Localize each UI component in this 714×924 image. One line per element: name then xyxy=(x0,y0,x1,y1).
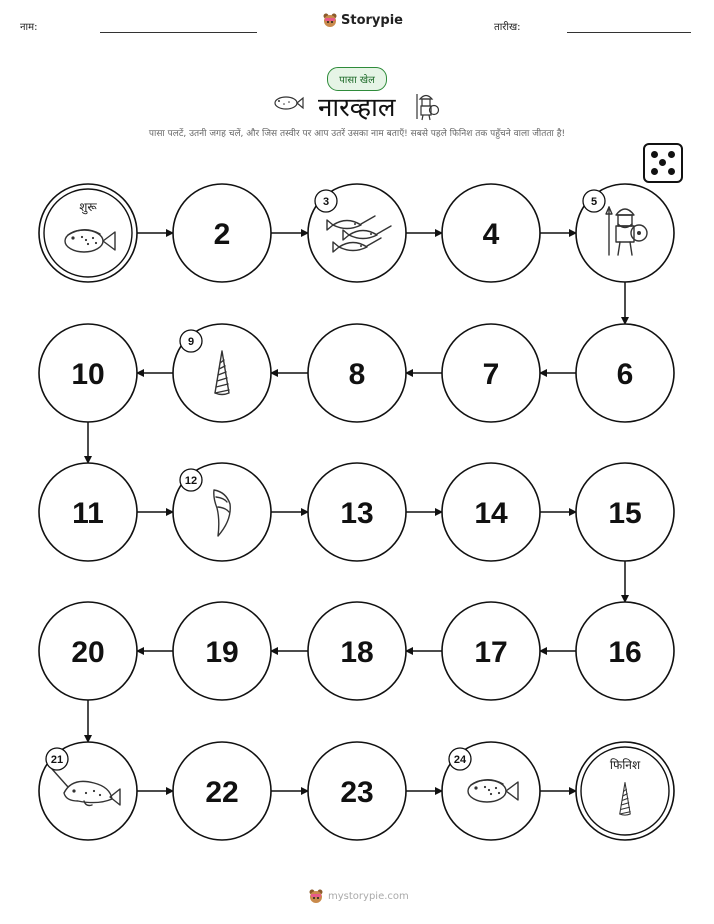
board-space-3 xyxy=(308,184,406,282)
board-space-2 xyxy=(173,184,271,282)
space-number: 10 xyxy=(71,358,105,391)
space-number: 14 xyxy=(474,497,508,530)
board-space-22 xyxy=(173,742,271,840)
space-number: 7 xyxy=(482,358,500,391)
space-number: 15 xyxy=(608,497,642,530)
space-number-tag xyxy=(180,469,202,491)
space-number-tag xyxy=(180,330,202,352)
space-number: 9 xyxy=(187,336,195,348)
board-spaces xyxy=(39,184,674,840)
board-space-20 xyxy=(39,602,137,700)
space-number: 18 xyxy=(340,636,374,669)
space-number-tag xyxy=(315,190,337,212)
board-space-17 xyxy=(442,602,540,700)
board-space-12 xyxy=(173,463,271,561)
board-space-6 xyxy=(576,324,674,422)
space-number: 13 xyxy=(340,497,374,530)
board-space-1 xyxy=(39,184,137,282)
date-label: तारीख: xyxy=(494,22,521,33)
board-space-5 xyxy=(576,184,674,282)
board-space-25 xyxy=(576,742,674,840)
space-number-tag xyxy=(583,190,605,212)
storypie-bear-logo-icon xyxy=(308,888,324,904)
board-space-10 xyxy=(39,324,137,422)
space-number: 4 xyxy=(482,218,500,251)
space-number-tag xyxy=(449,748,471,770)
board-space-18 xyxy=(308,602,406,700)
footer xyxy=(308,888,409,904)
instructions-text: पासा पलटें, उतनी जगह चलें, और जिस तस्वीर पर आप उतरें उसका नाम बताएँ! सबसे पहले फिनिश तक पहुँचने वाला जीतता है! xyxy=(148,129,566,139)
board-space-21 xyxy=(39,742,137,840)
board-space-4 xyxy=(442,184,540,282)
space-number-tag xyxy=(46,748,68,770)
space-number: 16 xyxy=(608,636,642,669)
brand-name: Storypie xyxy=(341,12,403,28)
start-label: शुरू xyxy=(79,200,97,214)
board-space-13 xyxy=(308,463,406,561)
space-number: 24 xyxy=(453,754,467,766)
board-space-19 xyxy=(173,602,271,700)
board-space-23 xyxy=(308,742,406,840)
space-number: 20 xyxy=(71,636,105,669)
space-number: 3 xyxy=(322,196,330,208)
space-number: 23 xyxy=(340,776,374,809)
space-number: 21 xyxy=(50,754,64,766)
finish-label: फिनिश xyxy=(609,758,641,772)
space-number: 19 xyxy=(205,636,239,669)
space-number: 5 xyxy=(590,196,598,208)
page-title: नारव्हाल xyxy=(318,93,396,123)
game-type-badge: पासा खेल xyxy=(327,67,387,91)
space-number: 2 xyxy=(213,218,231,251)
space-number: 6 xyxy=(616,358,634,391)
board-space-9 xyxy=(173,324,271,422)
space-number: 22 xyxy=(205,776,239,809)
space-number: 17 xyxy=(474,636,508,669)
board-space-14 xyxy=(442,463,540,561)
board-space-7 xyxy=(442,324,540,422)
space-number: 12 xyxy=(184,475,198,487)
space-number: 8 xyxy=(348,358,366,391)
name-label: नाम: xyxy=(20,22,38,33)
board-space-16 xyxy=(576,602,674,700)
space-number: 11 xyxy=(72,497,104,530)
board-space-15 xyxy=(576,463,674,561)
footer-site: mystorypie.com xyxy=(328,890,409,902)
board-space-8 xyxy=(308,324,406,422)
board-space-24 xyxy=(442,742,540,840)
board-space-11 xyxy=(39,463,137,561)
